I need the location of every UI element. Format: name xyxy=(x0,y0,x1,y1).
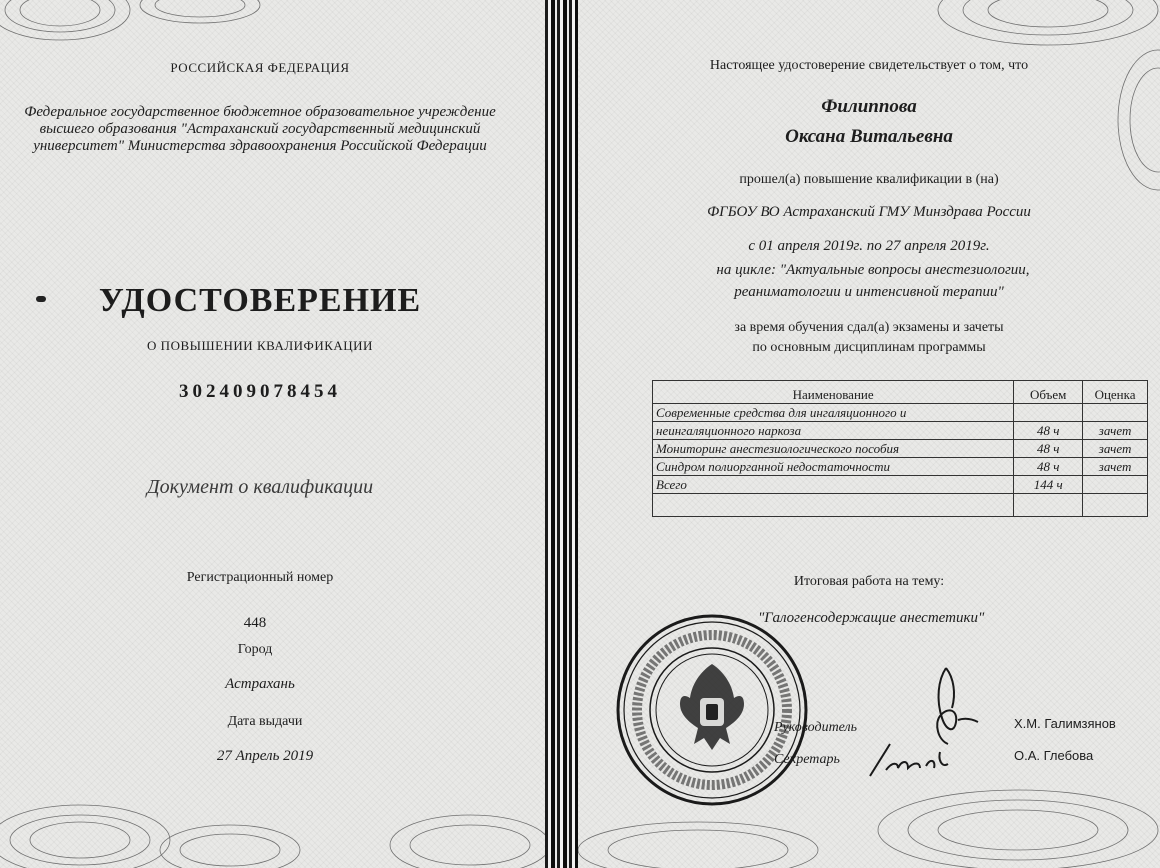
discipline-name: Современные средства для ингаляционного и xyxy=(653,404,1014,422)
issue-date-label: Дата выдачи xyxy=(227,714,303,729)
document-subtitle: О ПОВЫШЕНИИ КВАЛИФИКАЦИИ xyxy=(147,338,373,353)
holder-surname: Филиппова xyxy=(821,96,917,117)
holder-name: Оксана Витальевна xyxy=(785,126,953,147)
city-label: Город xyxy=(237,642,273,657)
course-cycle-line1: на цикле: "Актуальные вопросы анестезиологии, xyxy=(716,262,1030,278)
table-header-row xyxy=(653,381,1148,404)
left-page xyxy=(0,0,545,868)
discipline-volume: 48 ч xyxy=(1014,458,1083,476)
head-signature xyxy=(918,660,988,750)
document-type: Документ о квалификации xyxy=(146,476,374,498)
secretary-signature xyxy=(868,740,968,780)
city-value: Астрахань xyxy=(225,676,295,692)
column-header-name: Наименование xyxy=(653,381,1014,404)
total-grade xyxy=(1083,476,1148,494)
training-period: с 01 апреля 2019г. по 27 апреля 2019г. xyxy=(748,238,990,254)
exams-text-line2: по основным дисциплинам программы xyxy=(752,340,986,355)
discipline-volume: 48 ч xyxy=(1014,422,1083,440)
head-role: Руководитель xyxy=(774,720,858,735)
country-heading: РОССИЙСКАЯ ФЕДЕРАЦИЯ xyxy=(170,60,350,75)
discipline-grade: зачет xyxy=(1083,422,1148,440)
document-title: УДОСТОВЕРЕНИЕ xyxy=(98,282,422,319)
table-row-empty xyxy=(653,494,1148,517)
column-header-volume: Объем xyxy=(1014,381,1083,404)
exams-text-line1: за время обучения сдал(а) экзамены и зачеты xyxy=(734,320,1004,335)
document-spine xyxy=(545,0,578,868)
table-row xyxy=(653,440,1148,458)
issue-date-value: 27 Апрель 2019 xyxy=(216,748,314,764)
secretary-role: Секретарь xyxy=(774,752,840,767)
total-label: Всего xyxy=(653,476,1014,494)
table-row-total xyxy=(653,476,1148,494)
organization-name: ФГБОУ ВО Астраханский ГМУ Минздрава России xyxy=(707,204,1031,220)
table-row xyxy=(653,404,1148,422)
discipline-volume xyxy=(1014,404,1083,422)
passed-text: прошел(а) повышение квалификации в (на) xyxy=(739,172,999,187)
registration-label: Регистрационный номер xyxy=(186,570,334,585)
disciplines-table xyxy=(652,380,1148,517)
discipline-name: Мониторинг анестезиологического пособия xyxy=(653,440,1014,458)
discipline-grade: зачет xyxy=(1083,458,1148,476)
head-name: Х.М. Галимзянов xyxy=(1014,716,1116,731)
official-seal-stamp xyxy=(614,612,810,808)
final-work-label: Итоговая работа на тему: xyxy=(793,574,945,589)
document-number: 302409078454 xyxy=(179,381,341,402)
discipline-grade xyxy=(1083,404,1148,422)
intro-text: Настоящее удостоверение свидетельствует о том, что xyxy=(709,58,1029,73)
discipline-name: Синдром полиорганной недостаточности xyxy=(653,458,1014,476)
registration-value: 448 xyxy=(243,615,267,631)
discipline-grade: зачет xyxy=(1083,440,1148,458)
final-work-topic: "Галогенсодержащие анестетики" xyxy=(758,610,985,626)
right-page xyxy=(578,0,1160,868)
institution-name: Федеральное государственное бюджетное образовательное учреждение высшего образования "Астраханский государственный медицинский университет" Министерства здравоохранения Российской Федерации xyxy=(24,104,496,154)
column-header-grade: Оценка xyxy=(1083,381,1148,404)
table-row xyxy=(653,422,1148,440)
discipline-volume: 48 ч xyxy=(1014,440,1083,458)
total-volume: 144 ч xyxy=(1014,476,1083,494)
secretary-name: О.А. Глебова xyxy=(1014,748,1094,763)
table-row xyxy=(653,458,1148,476)
discipline-name: неингаляционного наркоза xyxy=(653,422,1014,440)
course-cycle-line2: реаниматологии и интенсивной терапии" xyxy=(734,284,1004,300)
